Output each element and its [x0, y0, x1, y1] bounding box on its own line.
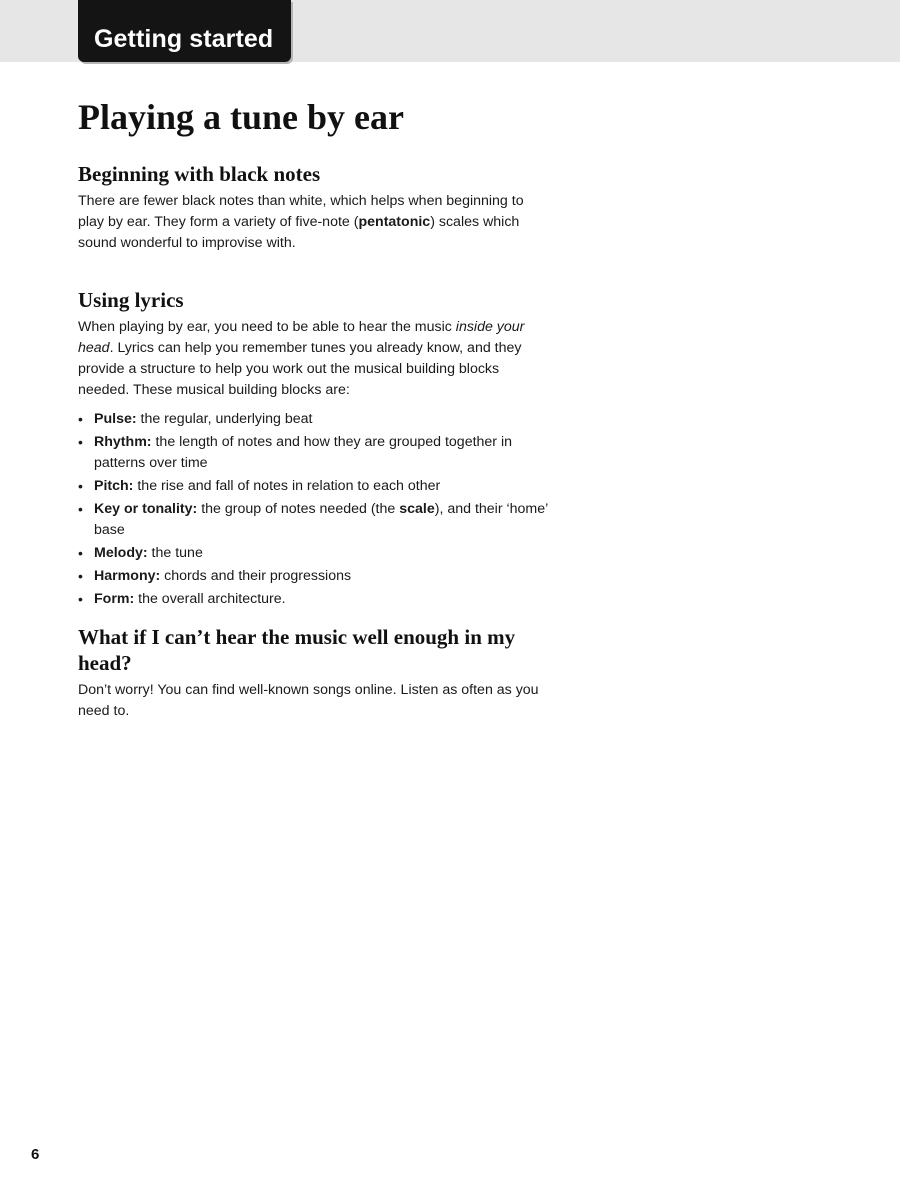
section-tab [78, 0, 291, 62]
section-heading-cant-hear: What if I can’t hear the music well enough in my head? [78, 625, 516, 675]
section-heading-black-notes: Beginning with black notes [78, 162, 321, 186]
list-item: • Melody: the tune [78, 543, 548, 564]
italic-phrase: inside your head [78, 319, 525, 356]
section-body-black-notes: There are fewer black notes than white, which helps when beginning to play by ear. They form a variety of five-note (pentatonic) scales which sound wonderful to improvise with. [78, 193, 524, 251]
section-body-lyrics: When playing by ear, you need to be able to hear the music inside your head. Lyrics can help you remember tunes you already know, and they provide a structure to help you work out the musical building blocks needed. These musical building blocks are: [78, 319, 525, 398]
list-item: • Form: the overall architecture. [78, 589, 548, 610]
section-body-cant-hear: Don’t worry! You can find well-known songs online. Listen as often as you need to. [78, 682, 539, 719]
list-item: • Key or tonality: the group of notes needed (the scale), and their ‘home’ base [78, 499, 548, 541]
list-item: • Harmony: chords and their progressions [78, 566, 548, 587]
building-blocks-list [78, 409, 548, 610]
list-item: • Pulse: the regular, underlying beat [78, 409, 548, 430]
bold-term-pentatonic: pentatonic [358, 214, 431, 230]
page-title: Playing a tune by ear [78, 97, 405, 137]
section-tab-label: Getting started [94, 25, 274, 53]
page-content [78, 96, 548, 722]
list-item: • Pitch: the rise and fall of notes in relation to each other [78, 476, 548, 497]
list-item: • Rhythm: the length of notes and how they are grouped together in patterns over time [78, 432, 548, 474]
section-heading-lyrics: Using lyrics [78, 288, 184, 312]
page-number: 6 [31, 1146, 40, 1163]
